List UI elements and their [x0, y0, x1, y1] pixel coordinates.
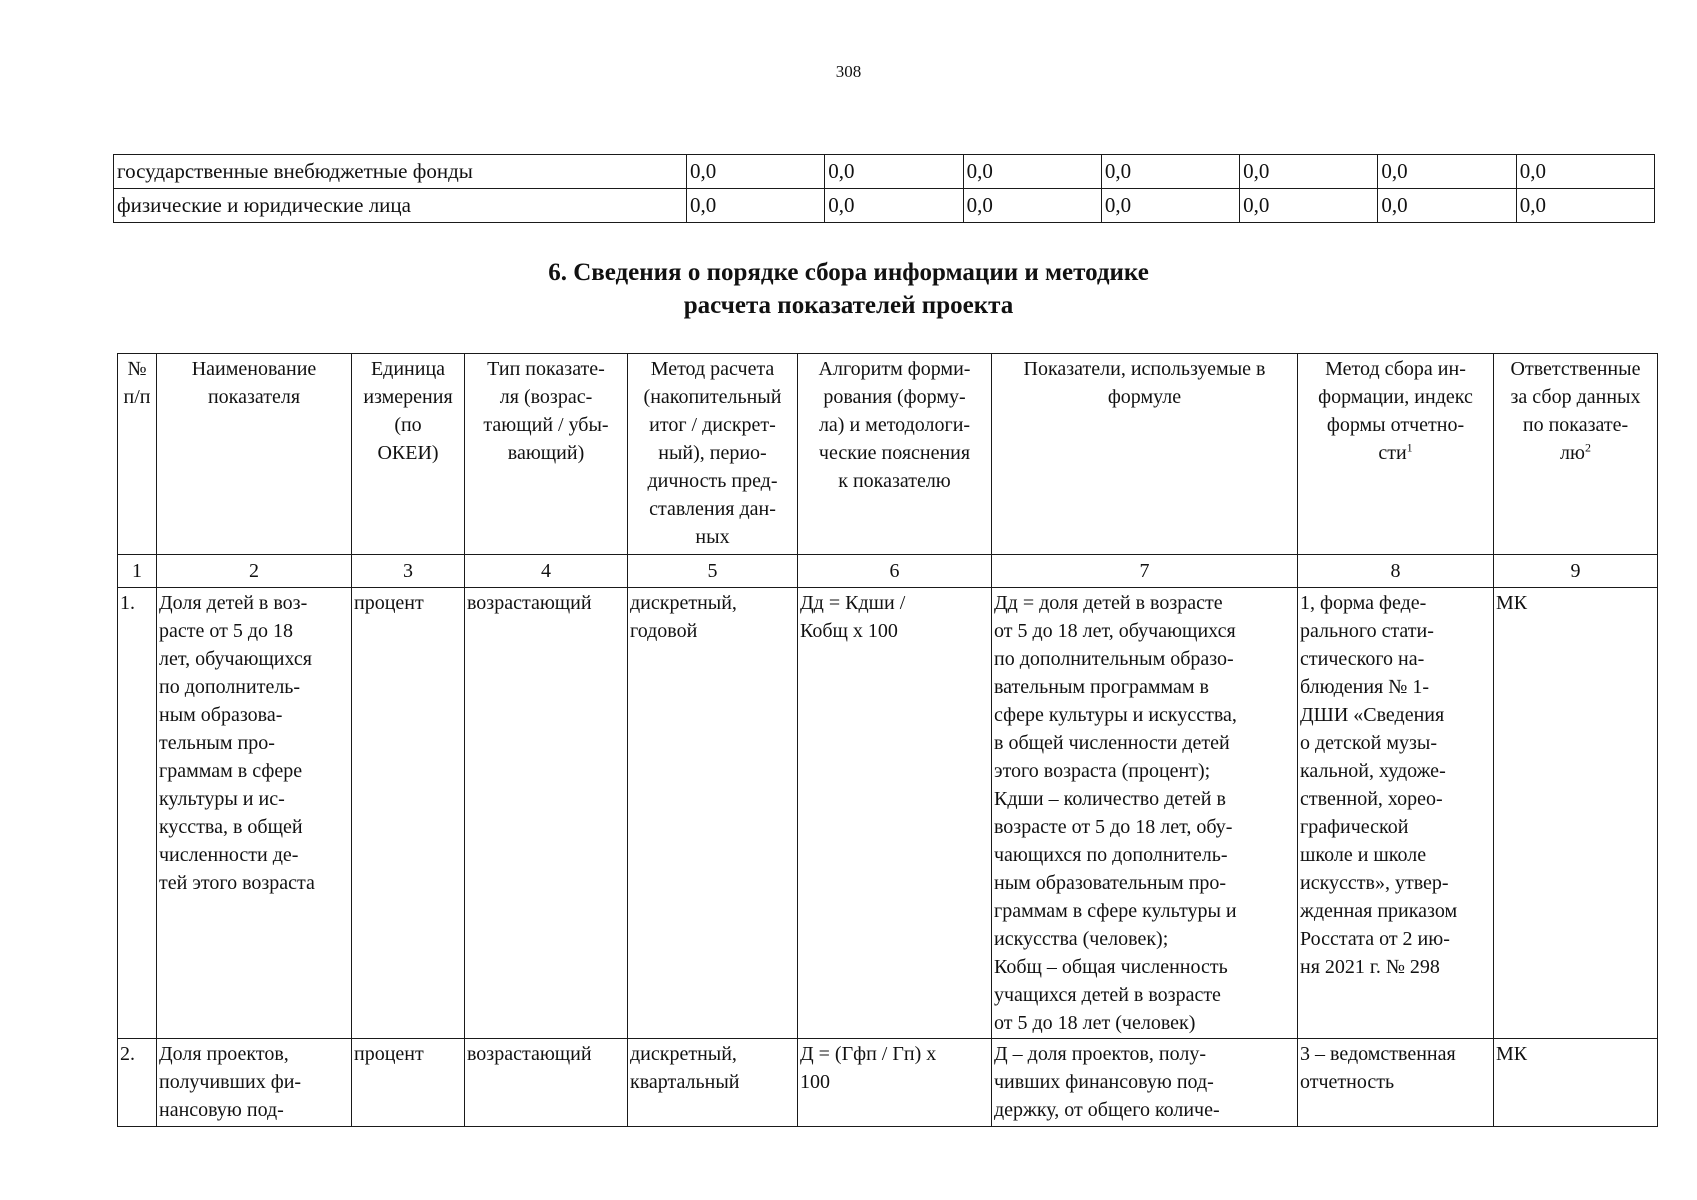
cell-line: дискретный,: [630, 1043, 737, 1065]
cell-line: расте от 5 до 18: [159, 620, 294, 642]
header-cell: [465, 354, 628, 555]
table-cell: [628, 588, 798, 1039]
table-row: [114, 155, 1655, 189]
cell-line: измерения: [363, 386, 453, 408]
cell-line: чивших финансовую под-: [994, 1071, 1214, 1093]
cell-line: искусств», утвер-: [1300, 872, 1449, 894]
cell-line: школе и школе: [1300, 844, 1427, 866]
cell-line: ля (возрас-: [499, 386, 593, 408]
table-cell: [465, 588, 628, 1039]
header-row: [118, 354, 1658, 555]
cell-line: возрастающий: [467, 1043, 592, 1065]
column-number-cell: 1: [118, 555, 157, 588]
source-name: физические и юридические лица: [114, 189, 687, 223]
cell-line: Алгоритм форми-: [818, 358, 971, 380]
cell-line: численности де-: [159, 844, 299, 866]
cell-line: граммам в сфере: [159, 760, 303, 782]
header-cell: [798, 354, 992, 555]
cell-line: рального стати-: [1300, 620, 1434, 642]
header-cell: [628, 354, 798, 555]
cell-line: 100: [800, 1071, 830, 1093]
cell-line: стического на-: [1300, 648, 1425, 670]
cell-line: Дд = доля детей в возрасте: [994, 592, 1223, 614]
header-cell: [992, 354, 1298, 555]
cell-line: Дд = Кдши /: [800, 592, 906, 614]
table-cell: [352, 1039, 465, 1127]
cell-line: культуры и ис-: [159, 788, 285, 810]
cell-line: ОКЕИ): [377, 442, 439, 464]
cell-line: показателя: [207, 386, 301, 408]
cell-line: №: [127, 358, 147, 380]
cell-line: ставления дан-: [649, 498, 776, 520]
header-cell: [1298, 354, 1494, 555]
value-cell: 0,0: [1101, 189, 1239, 223]
cell-line: МК: [1496, 592, 1528, 614]
cell-line: тельным про-: [159, 732, 275, 754]
cell-line: рования (форму-: [823, 386, 966, 408]
cell-line: от 5 до 18 лет (человек): [994, 1012, 1196, 1034]
cell-line: ческие пояснения: [818, 442, 971, 464]
cell-line: кальной, художе-: [1300, 760, 1446, 782]
header-cell: [157, 354, 352, 555]
value-cell: 0,0: [1516, 189, 1654, 223]
column-number-cell: 3: [352, 555, 465, 588]
table-cell: [157, 1039, 352, 1127]
cell-line: 2.: [120, 1043, 135, 1065]
cell-line: держку, от общего количе-: [994, 1099, 1220, 1121]
section-title: [0, 256, 1697, 322]
cell-line: Д – доля проектов, полу-: [994, 1043, 1207, 1065]
cell-line: процент: [354, 592, 424, 614]
column-number-cell: 2: [157, 555, 352, 588]
cell-line: ным образова-: [159, 704, 283, 726]
cell-line: по дополнитель-: [159, 676, 301, 698]
footnote-marker: 1: [1406, 440, 1413, 455]
column-number-cell: 6: [798, 555, 992, 588]
cell-line: формы отчетно-: [1326, 414, 1465, 436]
cell-line: вательным программам в: [994, 676, 1209, 698]
cell-line: дичность пред-: [647, 470, 778, 492]
cell-line: Единица: [370, 358, 446, 380]
cell-line: Кобщ х 100: [800, 620, 898, 642]
value-cell: 0,0: [825, 155, 963, 189]
table-row: [118, 588, 1658, 1039]
cell-line: Кобщ – общая численность: [994, 956, 1228, 978]
cell-line: к показателю: [838, 470, 951, 492]
column-number-row: [118, 555, 1658, 588]
cell-line: получивших фи-: [159, 1071, 302, 1093]
cell-line: дискретный,: [630, 592, 737, 614]
cell-line: ДШИ «Сведения: [1300, 704, 1445, 726]
cell-line: сти$^1$: [1378, 440, 1413, 464]
cell-line: кусства, в общей: [159, 816, 303, 838]
column-number-cell: 8: [1298, 555, 1494, 588]
cell-line: Росстата от 2 ию-: [1300, 928, 1450, 950]
cell-line: сфере культуры и искусства,: [994, 704, 1237, 726]
column-number-cell: 7: [992, 555, 1298, 588]
cell-line: Кдши – количество детей в: [994, 788, 1226, 810]
cell-line: годовой: [630, 620, 698, 642]
table-row: [114, 189, 1655, 223]
column-number-cell: 5: [628, 555, 798, 588]
table-cell: [628, 1039, 798, 1127]
cell-line: 1, форма феде-: [1300, 592, 1427, 614]
table-cell: [1298, 1039, 1494, 1127]
cell-line: 1.: [120, 592, 135, 614]
cell-line: за сбор данных: [1510, 386, 1641, 408]
cell-line: граммам в сфере культуры и: [994, 900, 1237, 922]
section-title-line: 6. Сведения о порядке сбора информации и методике: [548, 259, 1149, 286]
cell-line: искусства (человек);: [994, 928, 1169, 950]
header-cell: [118, 354, 157, 555]
cell-line: в общей численности детей: [994, 732, 1230, 754]
value-cell: 0,0: [1516, 155, 1654, 189]
cell-line: нансовую под-: [159, 1099, 284, 1121]
table-cell: [118, 1039, 157, 1127]
page-number: 308: [835, 62, 862, 81]
table-cell: [798, 588, 992, 1039]
table-cell: [1494, 588, 1658, 1039]
cell-line: Тип показате-: [487, 358, 605, 380]
value-cell: 0,0: [687, 155, 825, 189]
table-cell: [798, 1039, 992, 1127]
cell-line: графической: [1300, 816, 1409, 838]
header-cell: [1494, 354, 1658, 555]
cell-line: МК: [1496, 1043, 1528, 1065]
cell-line: 3 – ведомственная: [1300, 1043, 1456, 1065]
cell-line: жденная приказом: [1300, 900, 1458, 922]
cell-line: ный), перио-: [658, 442, 767, 464]
cell-line: Наименование: [191, 358, 317, 380]
cell-line: (по: [394, 414, 422, 436]
indicator-methodology-table: [117, 353, 1658, 1127]
cell-line: тающий / убы-: [483, 414, 609, 436]
cell-line: по показате-: [1522, 414, 1629, 436]
value-cell: 0,0: [825, 189, 963, 223]
value-cell: 0,0: [1240, 189, 1378, 223]
cell-line: о детской музы-: [1300, 732, 1437, 754]
cell-line: процент: [354, 1043, 424, 1065]
column-number-cell: 9: [1494, 555, 1658, 588]
cell-line: от 5 до 18 лет, обучающихся: [994, 620, 1236, 642]
cell-line: Доля проектов,: [159, 1043, 289, 1065]
cell-line: ла) и методологи-: [818, 414, 971, 436]
cell-line: формации, индекс: [1318, 386, 1473, 408]
cell-line: отчетность: [1300, 1071, 1395, 1093]
table-cell: [992, 588, 1298, 1039]
cell-line: п/п: [123, 386, 151, 408]
value-cell: 0,0: [1240, 155, 1378, 189]
cell-line: Показатели, используемые в: [1023, 358, 1266, 380]
value-cell: 0,0: [1101, 155, 1239, 189]
cell-line: Метод сбора ин-: [1325, 358, 1466, 380]
column-number-cell: 4: [465, 555, 628, 588]
cell-line: ных: [695, 526, 730, 548]
value-cell: 0,0: [1378, 155, 1516, 189]
cell-line: этого возраста (процент);: [994, 760, 1211, 782]
cell-line: Доля детей в воз-: [159, 592, 308, 614]
financing-sources-table: [113, 154, 1655, 223]
table-cell: [992, 1039, 1298, 1127]
table-cell: [1494, 1039, 1658, 1127]
section-title-line: расчета показателей проекта: [683, 292, 1014, 319]
cell-line: лет, обучающихся: [159, 648, 312, 670]
cell-line: Ответственные: [1510, 358, 1641, 380]
cell-line: ственной, хорео-: [1300, 788, 1443, 810]
footnote-marker: 2: [1584, 440, 1591, 455]
table-cell: [352, 588, 465, 1039]
table-cell: [157, 588, 352, 1039]
cell-line: Метод расчета: [650, 358, 775, 380]
cell-line: учащихся детей в возрасте: [994, 984, 1221, 1006]
cell-line: Д = (Гфп / Гп) х: [800, 1043, 937, 1065]
cell-line: блюдения № 1-: [1300, 676, 1429, 698]
cell-line: формуле: [1107, 386, 1182, 408]
cell-line: возрасте от 5 до 18 лет, обу-: [994, 816, 1233, 838]
cell-line: квартальный: [630, 1071, 740, 1093]
table-cell: [1298, 588, 1494, 1039]
table-row: [118, 1039, 1658, 1127]
source-name: государственные внебюджетные фонды: [114, 155, 687, 189]
cell-line: итог / дискрет-: [649, 414, 776, 436]
cell-line: ня 2021 г. № 298: [1300, 956, 1440, 978]
value-cell: 0,0: [687, 189, 825, 223]
header-cell: [352, 354, 465, 555]
cell-line: ным образовательным про-: [994, 872, 1227, 894]
table-cell: [118, 588, 157, 1039]
cell-line: $лю^2$: [1560, 440, 1591, 464]
cell-line: вающий): [507, 442, 585, 464]
value-cell: 0,0: [1378, 189, 1516, 223]
value-cell: 0,0: [963, 189, 1101, 223]
table-cell: [465, 1039, 628, 1127]
cell-line: чающихся по дополнитель-: [994, 844, 1228, 866]
cell-line: возрастающий: [467, 592, 592, 614]
value-cell: 0,0: [963, 155, 1101, 189]
cell-line: по дополнительным образо-: [994, 648, 1234, 670]
cell-line: (накопительный: [643, 386, 782, 408]
cell-line: тей этого возраста: [159, 872, 315, 894]
